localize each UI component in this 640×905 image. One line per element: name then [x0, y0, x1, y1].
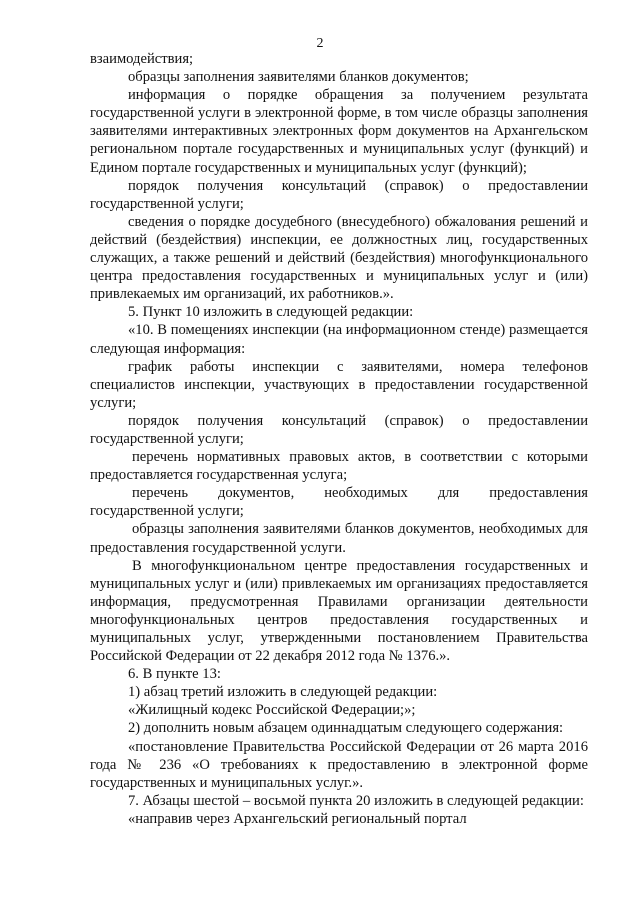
paragraph-item-7: 7. Абзацы шестой – восьмой пункта 20 изложить в следующей редакции:	[128, 792, 584, 809]
paragraph-item-6: 6. В пункте 13:	[128, 666, 221, 683]
paragraph-mfc-info: В многофункциональном центре предоставления государственных и муниципальных услуг и (или) привлекаемых им организациях предоставляется информация, предусмотренная Правилами организации деятельности многофункциональных центров предоставления государственных и муниципальных услуг, утвержденными постановлением Правительства Российской Федерации от 22 декабря 2012 года № 1376.».	[90, 557, 588, 665]
paragraph-consultation-order: порядок получения консультаций (справок) о предоставлении государственной услуги;	[90, 177, 588, 212]
paragraph-housing-code: «Жилищный кодекс Российской Федерации;»;	[128, 702, 416, 719]
paragraph-appeal-info: сведения о порядке досудебного (внесудебного) обжалования решений и действий (бездействия) инспекции, ее должностных лиц, государственных служащих, а также решений и действий (бездействия) многофункционального центра предоставления государственных и муниципальных услуг и (или) привлекаемых им организаций, их работников.».	[90, 213, 588, 303]
paragraph-point-10: «10. В помещениях инспекции (на информационном стенде) размещается следующая информация:	[90, 322, 588, 357]
paragraph-subitem-2: 2) дополнить новым абзацем одиннадцатым следующего содержания:	[128, 720, 564, 737]
paragraph-subitem-1: 1) абзац третий изложить в следующей редакции:	[128, 684, 438, 701]
paragraph-consultation-order-2: порядок получения консультаций (справок) о предоставлении государственной услуги;	[90, 412, 588, 447]
paragraph-continuation: взаимодействия;	[90, 51, 194, 67]
paragraph-government-decree: «постановление Правительства Российской Федерации от 26 марта 2016 года № 236 «О требованиях к предоставлению в электронной форме государственных и муниципальных услуг.».	[90, 738, 588, 791]
paragraph-electronic-info: информация о порядке обращения за получением результата государственной услуги в электронной форме, в том числе образцы заполнения заявителями интерактивных электронных форм документов на Архангельском региональном портале государственных и муниципальных услуг (функций) и Едином портале государственных и муниципальных услуг (функций);	[90, 87, 588, 176]
paragraph-portal-sending: «направив через Архангельский региональный портал	[128, 810, 467, 827]
paragraph-application-samples: образцы заполнения заявителями бланков документов;	[128, 69, 469, 86]
document-body	[90, 50, 588, 828]
paragraph-item-5: 5. Пункт 10 изложить в следующей редакции:	[128, 304, 414, 321]
page-number: 2	[316, 36, 324, 51]
paragraph-form-samples: образцы заполнения заявителями бланков документов, необходимых для предоставления государственной услуги.	[90, 521, 588, 556]
paragraph-documents-list: перечень документов, необходимых для предоставления государственной услуги;	[90, 485, 588, 520]
paragraph-work-schedule: график работы инспекции с заявителями, номера телефонов специалистов инспекции, участвующих в предоставлении государственной услуги;	[90, 358, 588, 411]
paragraph-legal-acts: перечень нормативных правовых актов, в соответствии с которыми предоставляется государственная услуга;	[90, 449, 588, 484]
